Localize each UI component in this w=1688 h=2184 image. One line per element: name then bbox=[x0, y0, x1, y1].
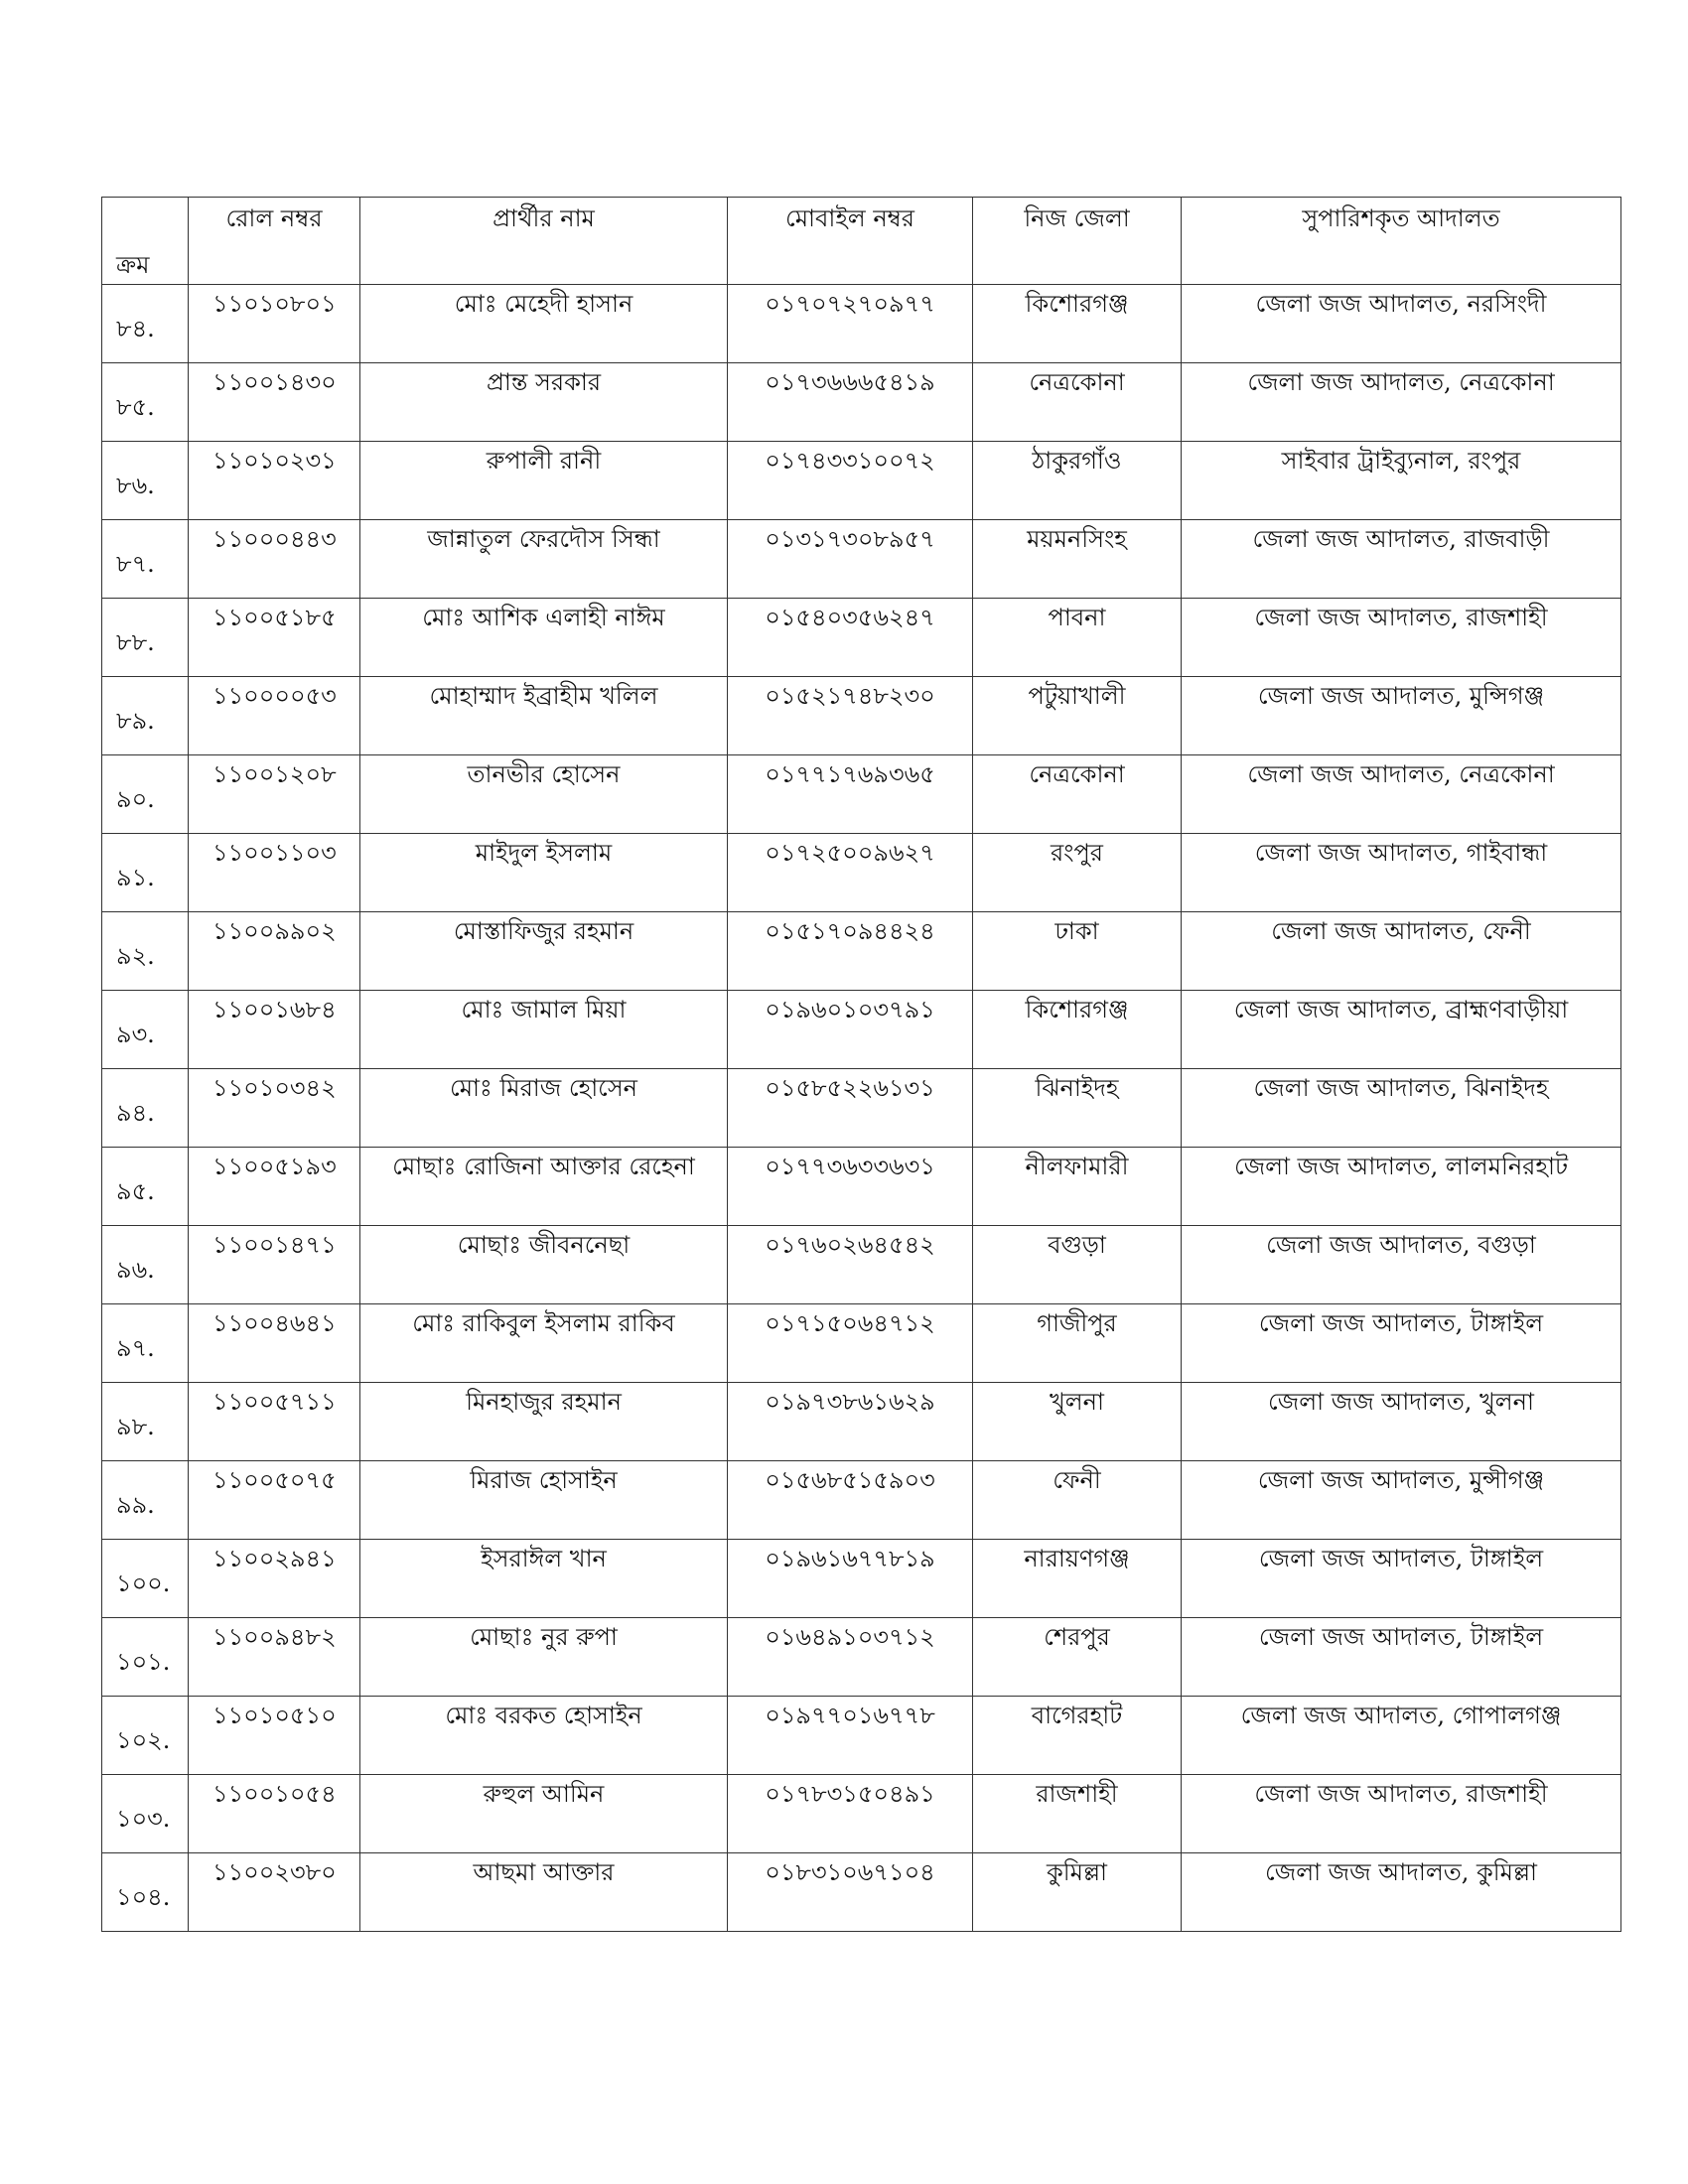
candidate-name-cell: মোঃ রাকিবুল ইসলাম রাকিব bbox=[360, 1304, 728, 1383]
recommended-court-cell: জেলা জজ আদালত, রাজশাহী bbox=[1182, 1775, 1621, 1853]
roll-number-cell: ১১০০৫১৮৫ bbox=[189, 599, 360, 677]
serial-cell: ৮৬. bbox=[102, 442, 189, 520]
table-row bbox=[102, 442, 1621, 520]
home-district-cell: নেত্রকোনা bbox=[973, 363, 1182, 442]
serial-cell: ৮৮. bbox=[102, 599, 189, 677]
home-district-cell: ময়মনসিংহ bbox=[973, 520, 1182, 599]
table-body bbox=[102, 285, 1621, 1932]
roll-number-cell: ১১০০৯৯০২ bbox=[189, 912, 360, 991]
candidate-name-cell: রুপালী রানী bbox=[360, 442, 728, 520]
table-row bbox=[102, 1697, 1621, 1775]
roll-number-cell: ১১০০১১০৩ bbox=[189, 834, 360, 912]
candidate-name-cell: মোছাঃ নুর রুপা bbox=[360, 1618, 728, 1697]
recommended-court-cell: জেলা জজ আদালত, গাইবান্ধা bbox=[1182, 834, 1621, 912]
mobile-number-cell: ০১৭৬০২৬৪৫৪২ bbox=[728, 1226, 973, 1304]
serial-cell: ১০২. bbox=[102, 1697, 189, 1775]
serial-cell: ৮৪. bbox=[102, 285, 189, 363]
home-district-cell: নীলফামারী bbox=[973, 1148, 1182, 1226]
recommended-court-cell: জেলা জজ আদালত, ব্রাহ্মণবাড়ীয়া bbox=[1182, 991, 1621, 1069]
recommended-court-cell: জেলা জজ আদালত, ঝিনাইদহ bbox=[1182, 1069, 1621, 1148]
mobile-number-cell: ০১৯৭৭০১৬৭৭৮ bbox=[728, 1697, 973, 1775]
table-row bbox=[102, 599, 1621, 677]
roll-number-cell: ১১০১০৮০১ bbox=[189, 285, 360, 363]
serial-cell: ১০৪. bbox=[102, 1853, 189, 1932]
header-serial: ক্রম bbox=[102, 198, 189, 285]
mobile-number-cell: ০১৫২১৭৪৮২৩০ bbox=[728, 677, 973, 755]
candidate-name-cell: মোস্তাফিজুর রহমান bbox=[360, 912, 728, 991]
serial-cell: ৯৩. bbox=[102, 991, 189, 1069]
recommended-court-cell: জেলা জজ আদালত, ফেনী bbox=[1182, 912, 1621, 991]
roll-number-cell: ১১০০২৩৮০ bbox=[189, 1853, 360, 1932]
roll-number-cell: ১১০০৫৭১১ bbox=[189, 1383, 360, 1461]
home-district-cell: খুলনা bbox=[973, 1383, 1182, 1461]
home-district-cell: নেত্রকোনা bbox=[973, 755, 1182, 834]
table-row bbox=[102, 834, 1621, 912]
roll-number-cell: ১১০০১৪৭১ bbox=[189, 1226, 360, 1304]
table-header bbox=[102, 198, 1621, 285]
recommended-court-cell: জেলা জজ আদালত, টাঙ্গাইল bbox=[1182, 1304, 1621, 1383]
table-row bbox=[102, 1226, 1621, 1304]
header-district: নিজ জেলা bbox=[973, 198, 1182, 285]
roll-number-cell: ১১০০১২০৮ bbox=[189, 755, 360, 834]
recommended-court-cell: জেলা জজ আদালত, বগুড়া bbox=[1182, 1226, 1621, 1304]
candidate-name-cell: মোছাঃ রোজিনা আক্তার রেহেনা bbox=[360, 1148, 728, 1226]
mobile-number-cell: ০১৬৪৯১০৩৭১২ bbox=[728, 1618, 973, 1697]
candidate-name-cell: ইসরাঈল খান bbox=[360, 1540, 728, 1618]
mobile-number-cell: ০১৫১৭০৯৪৪২৪ bbox=[728, 912, 973, 991]
table-row bbox=[102, 1540, 1621, 1618]
serial-cell: ১০০. bbox=[102, 1540, 189, 1618]
table-row bbox=[102, 363, 1621, 442]
home-district-cell: ঠাকুরগাঁও bbox=[973, 442, 1182, 520]
table-row bbox=[102, 1775, 1621, 1853]
candidate-name-cell: মোঃ আশিক এলাহী নাঈম bbox=[360, 599, 728, 677]
candidate-name-cell: রুহুল আমিন bbox=[360, 1775, 728, 1853]
table-row bbox=[102, 991, 1621, 1069]
home-district-cell: রংপুর bbox=[973, 834, 1182, 912]
roll-number-cell: ১১০১০৩৪২ bbox=[189, 1069, 360, 1148]
candidate-name-cell: মোছাঃ জীবননেছা bbox=[360, 1226, 728, 1304]
home-district-cell: পাবনা bbox=[973, 599, 1182, 677]
recommended-court-cell: জেলা জজ আদালত, মুন্সীগঞ্জ bbox=[1182, 1461, 1621, 1540]
mobile-number-cell: ০১৩১৭৩০৮৯৫৭ bbox=[728, 520, 973, 599]
serial-cell: ৯২. bbox=[102, 912, 189, 991]
roll-number-cell: ১১০০১০৫৪ bbox=[189, 1775, 360, 1853]
recommended-court-cell: জেলা জজ আদালত, টাঙ্গাইল bbox=[1182, 1540, 1621, 1618]
home-district-cell: কিশোরগঞ্জ bbox=[973, 991, 1182, 1069]
recommended-court-cell: সাইবার ট্রাইব্যুনাল, রংপুর bbox=[1182, 442, 1621, 520]
header-name: প্রার্থীর নাম bbox=[360, 198, 728, 285]
candidate-name-cell: মোঃ মিরাজ হোসেন bbox=[360, 1069, 728, 1148]
candidate-name-cell: মোঃ জামাল মিয়া bbox=[360, 991, 728, 1069]
recommended-court-cell: জেলা জজ আদালত, খুলনা bbox=[1182, 1383, 1621, 1461]
home-district-cell: ফেনী bbox=[973, 1461, 1182, 1540]
table-row bbox=[102, 1853, 1621, 1932]
mobile-number-cell: ০১৭৭৩৬৩৩৬৩১ bbox=[728, 1148, 973, 1226]
mobile-number-cell: ০১৫৮৫২২৬১৩১ bbox=[728, 1069, 973, 1148]
mobile-number-cell: ০১৭৭১৭৬৯৩৬৫ bbox=[728, 755, 973, 834]
mobile-number-cell: ০১৭১৫০৬৪৭১২ bbox=[728, 1304, 973, 1383]
header-row bbox=[102, 198, 1621, 285]
recommended-court-cell: জেলা জজ আদালত, মুন্সিগঞ্জ bbox=[1182, 677, 1621, 755]
serial-cell: ৯৪. bbox=[102, 1069, 189, 1148]
mobile-number-cell: ০১৭৪৩৩১০০৭২ bbox=[728, 442, 973, 520]
table-row bbox=[102, 755, 1621, 834]
roll-number-cell: ১১০০৫১৯৩ bbox=[189, 1148, 360, 1226]
mobile-number-cell: ০১৭৩৬৬৬৫৪১৯ bbox=[728, 363, 973, 442]
serial-cell: ৯১. bbox=[102, 834, 189, 912]
serial-cell: ৮৫. bbox=[102, 363, 189, 442]
recommended-court-cell: জেলা জজ আদালত, নরসিংদী bbox=[1182, 285, 1621, 363]
recommended-court-cell: জেলা জজ আদালত, টাঙ্গাইল bbox=[1182, 1618, 1621, 1697]
home-district-cell: ঢাকা bbox=[973, 912, 1182, 991]
candidate-name-cell: জান্নাতুল ফেরদৌস সিন্ধা bbox=[360, 520, 728, 599]
serial-cell: ৯০. bbox=[102, 755, 189, 834]
mobile-number-cell: ০১৭৮৩১৫০৪৯১ bbox=[728, 1775, 973, 1853]
home-district-cell: পটুয়াখালী bbox=[973, 677, 1182, 755]
mobile-number-cell: ০১৭০৭২৭০৯৭৭ bbox=[728, 285, 973, 363]
home-district-cell: নারায়ণগঞ্জ bbox=[973, 1540, 1182, 1618]
candidate-name-cell: আছমা আক্তার bbox=[360, 1853, 728, 1932]
header-mobile: মোবাইল নম্বর bbox=[728, 198, 973, 285]
recommended-court-cell: জেলা জজ আদালত, লালমনিরহাট bbox=[1182, 1148, 1621, 1226]
recommended-court-cell: জেলা জজ আদালত, নেত্রকোনা bbox=[1182, 363, 1621, 442]
mobile-number-cell: ০১৯৬০১০৩৭৯১ bbox=[728, 991, 973, 1069]
roll-number-cell: ১১০০০০৫৩ bbox=[189, 677, 360, 755]
mobile-number-cell: ০১৫৬৮৫১৫৯০৩ bbox=[728, 1461, 973, 1540]
roll-number-cell: ১১০০১৪৩০ bbox=[189, 363, 360, 442]
candidate-name-cell: মোঃ বরকত হোসাইন bbox=[360, 1697, 728, 1775]
table-row bbox=[102, 1383, 1621, 1461]
recommended-court-cell: জেলা জজ আদালত, কুমিল্লা bbox=[1182, 1853, 1621, 1932]
roll-number-cell: ১১০০৫০৭৫ bbox=[189, 1461, 360, 1540]
home-district-cell: বাগেরহাট bbox=[973, 1697, 1182, 1775]
roll-number-cell: ১১০০০৪৪৩ bbox=[189, 520, 360, 599]
recommended-court-cell: জেলা জজ আদালত, রাজশাহী bbox=[1182, 599, 1621, 677]
candidate-name-cell: মোঃ মেহেদী হাসান bbox=[360, 285, 728, 363]
home-district-cell: বগুড়া bbox=[973, 1226, 1182, 1304]
candidate-name-cell: মিরাজ হোসাইন bbox=[360, 1461, 728, 1540]
table-row bbox=[102, 1461, 1621, 1540]
table-row bbox=[102, 285, 1621, 363]
roll-number-cell: ১১০১০২৩১ bbox=[189, 442, 360, 520]
recommended-court-cell: জেলা জজ আদালত, রাজবাড়ী bbox=[1182, 520, 1621, 599]
roll-number-cell: ১১০০২৯৪১ bbox=[189, 1540, 360, 1618]
home-district-cell: কিশোরগঞ্জ bbox=[973, 285, 1182, 363]
mobile-number-cell: ০১৭২৫০০৯৬২৭ bbox=[728, 834, 973, 912]
home-district-cell: শেরপুর bbox=[973, 1618, 1182, 1697]
mobile-number-cell: ০১৫৪০৩৫৬২৪৭ bbox=[728, 599, 973, 677]
candidate-name-cell: প্রান্ত সরকার bbox=[360, 363, 728, 442]
roll-number-cell: ১১০০৯৪৮২ bbox=[189, 1618, 360, 1697]
home-district-cell: রাজশাহী bbox=[973, 1775, 1182, 1853]
serial-cell: ৯৫. bbox=[102, 1148, 189, 1226]
mobile-number-cell: ০১৮৩১০৬৭১০৪ bbox=[728, 1853, 973, 1932]
recommended-court-cell: জেলা জজ আদালত, নেত্রকোনা bbox=[1182, 755, 1621, 834]
home-district-cell: ঝিনাইদহ bbox=[973, 1069, 1182, 1148]
recommendation-table bbox=[101, 197, 1621, 1932]
home-district-cell: গাজীপুর bbox=[973, 1304, 1182, 1383]
serial-cell: ৮৯. bbox=[102, 677, 189, 755]
serial-cell: ১০১. bbox=[102, 1618, 189, 1697]
header-court: সুপারিশকৃত আদালত bbox=[1182, 198, 1621, 285]
table-row bbox=[102, 1618, 1621, 1697]
table-row bbox=[102, 912, 1621, 991]
candidate-name-cell: তানভীর হোসেন bbox=[360, 755, 728, 834]
serial-cell: ৯৯. bbox=[102, 1461, 189, 1540]
serial-cell: ৯৮. bbox=[102, 1383, 189, 1461]
serial-cell: ৮৭. bbox=[102, 520, 189, 599]
serial-cell: ৯৬. bbox=[102, 1226, 189, 1304]
serial-cell: ৯৭. bbox=[102, 1304, 189, 1383]
recommended-court-cell: জেলা জজ আদালত, গোপালগঞ্জ bbox=[1182, 1697, 1621, 1775]
roll-number-cell: ১১০০১৬৮৪ bbox=[189, 991, 360, 1069]
candidate-name-cell: মোহাম্মাদ ইব্রাহীম খলিল bbox=[360, 677, 728, 755]
serial-cell: ১০৩. bbox=[102, 1775, 189, 1853]
mobile-number-cell: ০১৯৭৩৮৬১৬২৯ bbox=[728, 1383, 973, 1461]
table-row bbox=[102, 1148, 1621, 1226]
table-row bbox=[102, 1304, 1621, 1383]
header-roll: রোল নম্বর bbox=[189, 198, 360, 285]
table-row bbox=[102, 520, 1621, 599]
candidate-name-cell: মাইদুল ইসলাম bbox=[360, 834, 728, 912]
roll-number-cell: ১১০০৪৬৪১ bbox=[189, 1304, 360, 1383]
roll-number-cell: ১১০১০৫১০ bbox=[189, 1697, 360, 1775]
home-district-cell: কুমিল্লা bbox=[973, 1853, 1182, 1932]
mobile-number-cell: ০১৯৬১৬৭৭৮১৯ bbox=[728, 1540, 973, 1618]
table-row bbox=[102, 677, 1621, 755]
candidate-name-cell: মিনহাজুর রহমান bbox=[360, 1383, 728, 1461]
table-row bbox=[102, 1069, 1621, 1148]
